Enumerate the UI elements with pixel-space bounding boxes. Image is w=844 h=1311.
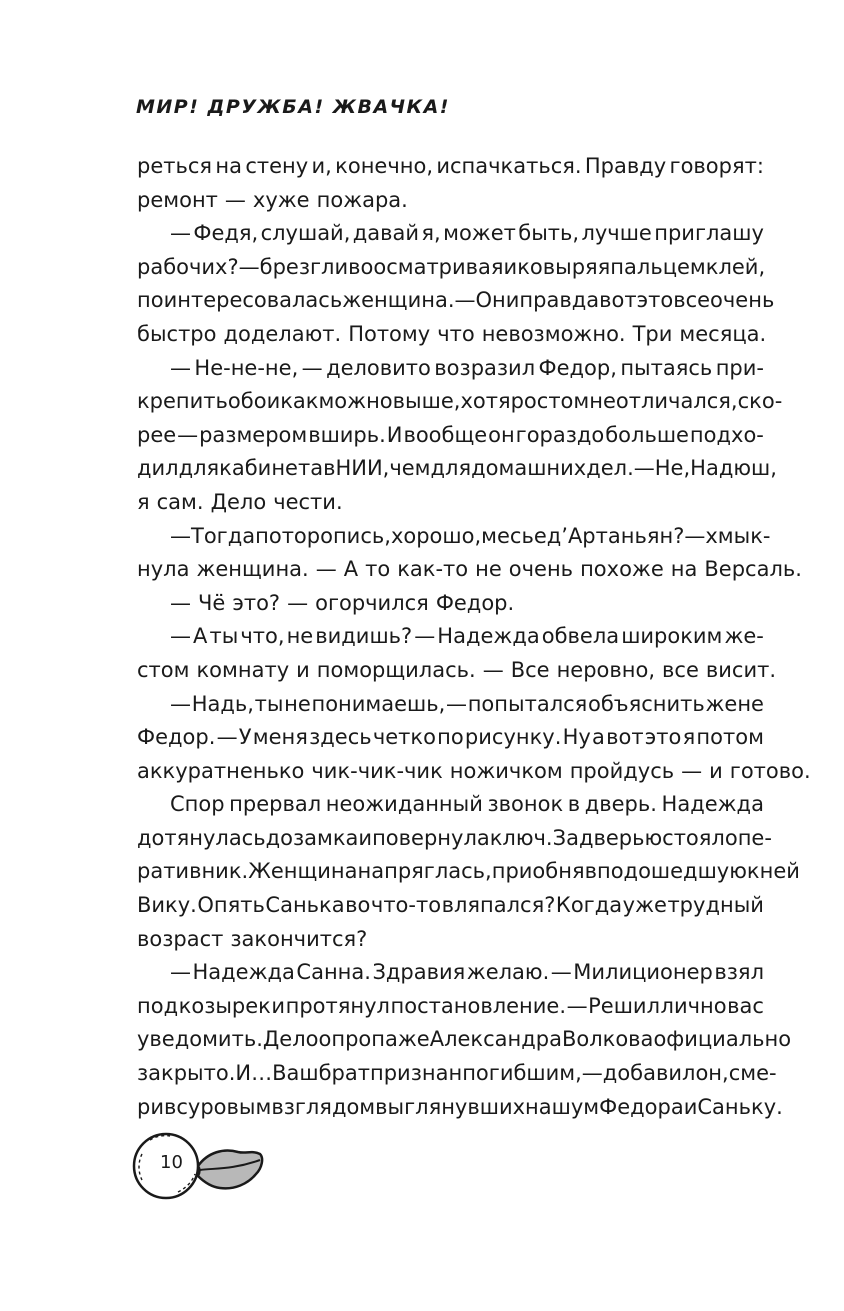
text-line: [137, 1057, 777, 1091]
word: невозможно.: [481, 321, 626, 346]
word: попытался: [467, 691, 588, 716]
word: возразил: [434, 355, 536, 380]
word: брезгливо: [259, 254, 374, 279]
page-body-text: [137, 150, 811, 1124]
word: сме-: [728, 1061, 777, 1086]
word: быть,: [518, 221, 580, 246]
word: ней: [759, 859, 800, 884]
word: вот: [599, 288, 637, 313]
word: женщина.: [342, 288, 455, 313]
word: месяца.: [679, 321, 767, 346]
word: правда: [519, 288, 600, 313]
word: готово.: [729, 758, 811, 783]
word: Волкова: [561, 1027, 654, 1052]
word: он,: [695, 1061, 729, 1086]
word: при-: [715, 355, 764, 380]
word: это?: [232, 590, 281, 615]
word: А: [193, 624, 208, 649]
word: д’Артаньян?: [546, 523, 685, 548]
word: —: [177, 422, 199, 447]
word: понимаешь,: [311, 691, 446, 716]
word: Федор.: [137, 725, 216, 750]
word: пальцем: [610, 254, 706, 279]
word: —: [170, 624, 191, 649]
word: ремонт: [137, 187, 218, 212]
word: взглядом: [271, 1094, 376, 1119]
word: потом: [696, 725, 764, 750]
word: давай: [352, 221, 420, 246]
word: закончится?: [230, 926, 368, 951]
word: на: [525, 1094, 552, 1119]
word: уведомить.: [137, 1027, 263, 1052]
word: поинтересовалась: [137, 288, 343, 313]
word: брат: [318, 1061, 370, 1086]
text-line: [137, 587, 764, 621]
word: как-то: [397, 557, 469, 582]
word: —: [301, 355, 323, 380]
word: все: [662, 657, 699, 682]
word: —: [238, 254, 260, 279]
word: Женщина: [248, 859, 358, 884]
word: шум: [551, 1094, 600, 1119]
word: объяснить: [587, 691, 705, 716]
word: Когда: [555, 893, 623, 918]
word: рив: [137, 1094, 177, 1119]
word: о: [318, 1027, 332, 1052]
word: Вику.: [137, 893, 197, 918]
word: ножичком: [449, 758, 563, 783]
word: не: [286, 624, 314, 649]
word: под: [137, 993, 179, 1018]
word: дверью: [578, 825, 663, 850]
word: погибшим,: [462, 1061, 582, 1086]
word: гораздо: [515, 422, 605, 447]
word: козырек: [178, 993, 271, 1018]
word: —: [170, 221, 191, 246]
word: доделают.: [223, 321, 342, 346]
word: протянул: [285, 993, 390, 1018]
word: не: [589, 389, 616, 414]
word: не: [475, 557, 502, 582]
word: чем: [389, 456, 431, 481]
word: домашних: [471, 456, 587, 481]
text-line: [137, 889, 764, 923]
word: А: [343, 557, 359, 582]
word: рее: [137, 422, 177, 447]
text-line: [137, 150, 764, 184]
word: пропаже: [331, 1027, 430, 1052]
word: очень: [710, 288, 775, 313]
word: трудный: [667, 893, 764, 918]
word: подхо-: [689, 422, 764, 447]
word: широким: [621, 624, 723, 649]
word: поморщилась.: [316, 657, 476, 682]
word: Версаль.: [704, 557, 802, 582]
word: —: [633, 456, 655, 481]
word: в: [567, 792, 581, 817]
word: Потому: [348, 321, 431, 346]
word: Федя,: [193, 221, 259, 246]
text-line: [137, 620, 764, 654]
word: что,: [240, 624, 285, 649]
word: Они: [475, 288, 520, 313]
word: же-: [724, 624, 764, 649]
bubble-gum-lips-icon: [128, 1128, 268, 1208]
text-line: [137, 654, 777, 688]
word: Надюш,: [690, 456, 777, 481]
word: Три: [632, 321, 673, 346]
text-line: [137, 184, 764, 218]
word: постановление.: [390, 993, 567, 1018]
word: во: [345, 893, 371, 918]
word: Федор,: [538, 355, 617, 380]
word: Александра: [429, 1027, 562, 1052]
word: напряглась,: [357, 859, 492, 884]
word: и: [709, 758, 723, 783]
word: висит.: [705, 657, 777, 682]
word: —: [216, 725, 238, 750]
word: —: [681, 758, 703, 783]
word: для: [178, 456, 220, 481]
word: хотя: [460, 389, 511, 414]
word: я: [682, 725, 696, 750]
word: вас: [727, 993, 764, 1018]
word: —: [224, 187, 246, 212]
word: —: [414, 624, 436, 649]
word: Не,: [654, 456, 691, 481]
word: Не-не-не,: [194, 355, 299, 380]
word: Санька: [265, 893, 345, 918]
word: Надежда: [192, 960, 295, 985]
word: подошедшую: [596, 859, 747, 884]
word: сам.: [156, 489, 204, 514]
word: Надежда: [437, 624, 540, 649]
word: —: [454, 288, 476, 313]
word: на: [670, 557, 698, 582]
word: как: [280, 389, 319, 414]
text-line: [137, 486, 764, 520]
word: Все: [510, 657, 550, 682]
word: крепить: [137, 389, 228, 414]
word: рисунку.: [464, 725, 562, 750]
word: обвела: [541, 624, 620, 649]
word: то: [365, 557, 391, 582]
word: к: [746, 859, 760, 884]
word: может: [443, 221, 516, 246]
word: уже: [622, 893, 667, 918]
word: обои: [227, 389, 281, 414]
text-line: [137, 520, 771, 554]
word: и,: [311, 154, 332, 178]
word: дил: [137, 456, 179, 481]
word: слушай,: [260, 221, 351, 246]
word: возраст: [137, 926, 224, 951]
text-line: [137, 755, 811, 789]
word: —: [446, 691, 468, 716]
word: поторопись,: [255, 523, 391, 548]
word: —: [170, 523, 191, 548]
word: звонок: [487, 792, 564, 817]
word: конечно,: [335, 154, 433, 178]
word: до: [265, 825, 293, 850]
word: —: [315, 557, 337, 582]
word: видишь?: [315, 624, 413, 649]
text-line: [137, 721, 764, 755]
word: приглашу: [654, 221, 764, 246]
text-line: [137, 553, 802, 587]
word: Ну: [562, 725, 591, 750]
word: все: [673, 288, 711, 313]
word: похоже: [580, 557, 664, 582]
text-line: [137, 688, 764, 722]
word: пожара.: [316, 187, 408, 212]
word: что: [437, 321, 475, 346]
word: Ваш: [272, 1061, 319, 1086]
word: реться: [137, 154, 213, 178]
word: кабинета: [219, 456, 324, 481]
text-line: [137, 923, 764, 957]
word: выглянувших: [375, 1094, 526, 1119]
word: дотянулась: [137, 825, 266, 850]
word: выше,: [392, 389, 461, 414]
word: неровно,: [556, 657, 656, 682]
word: НИИ,: [335, 456, 390, 481]
word: —: [170, 960, 191, 985]
text-line: [137, 855, 800, 889]
word: вширь.: [308, 422, 386, 447]
text-line: [137, 990, 764, 1024]
word: в: [323, 456, 336, 481]
word: вообще: [403, 422, 488, 447]
word: пытаясь: [620, 355, 713, 380]
word: Федора: [599, 1094, 684, 1119]
word: огорчился: [315, 590, 429, 615]
word: и: [296, 657, 310, 682]
word: неожиданный: [325, 792, 483, 817]
word: лучше: [581, 221, 652, 246]
word: аккуратненько: [137, 758, 305, 783]
word: И…: [235, 1061, 273, 1086]
running-header: МИР! ДРУЖБА! ЖВАЧКА!: [136, 96, 450, 118]
word: —: [684, 523, 706, 548]
word: —: [581, 1061, 603, 1086]
word: осматривая: [373, 254, 504, 279]
word: чести.: [273, 489, 343, 514]
word: Тогда: [191, 523, 256, 548]
word: Правду: [584, 154, 667, 178]
word: закрыто.: [137, 1061, 236, 1086]
word: я,: [421, 221, 441, 246]
word: —: [170, 355, 191, 380]
text-line: [137, 956, 764, 990]
word: и: [503, 254, 518, 279]
word: и: [271, 993, 286, 1018]
word: ско-: [737, 389, 783, 414]
text-line: [137, 251, 764, 285]
word: хмык-: [705, 523, 771, 548]
word: вляпался?: [441, 893, 556, 918]
word: клей,: [705, 254, 766, 279]
word: ковыряя: [517, 254, 611, 279]
word: дверь.: [584, 792, 657, 817]
text-line: [137, 419, 764, 453]
word: прервал: [229, 792, 322, 817]
page-number: 10: [160, 1152, 183, 1173]
word: добавил: [602, 1061, 696, 1086]
text-line: [137, 284, 775, 318]
word: Федор.: [435, 590, 515, 615]
word: ты: [254, 691, 284, 716]
word: жене: [705, 691, 764, 716]
word: и: [683, 1094, 698, 1119]
word: комнату: [196, 657, 290, 682]
word: Надежда: [661, 792, 764, 817]
word: стену: [245, 154, 309, 178]
word: нула: [137, 557, 190, 582]
word: а: [592, 725, 605, 750]
text-line: [137, 788, 764, 822]
word: говорят:: [669, 154, 764, 178]
word: Милиционер: [573, 960, 713, 985]
word: —: [566, 993, 588, 1018]
word: официально: [653, 1027, 792, 1052]
word: Спор: [170, 792, 225, 817]
text-line: [137, 352, 764, 386]
word: Надь,: [191, 691, 254, 716]
text-line: [137, 452, 777, 486]
word: по: [437, 725, 464, 750]
word: хорошо,: [390, 523, 482, 548]
text-line: [137, 318, 767, 352]
word: суровым: [176, 1094, 272, 1119]
word: За: [552, 825, 579, 850]
word: очень: [508, 557, 574, 582]
word: Дело: [262, 1027, 319, 1052]
word: —: [482, 657, 504, 682]
text-line: [137, 1091, 783, 1125]
word: больше: [605, 422, 689, 447]
word: замка: [292, 825, 359, 850]
word: ративник.: [137, 859, 249, 884]
word: И: [386, 422, 403, 447]
word: можно: [318, 389, 393, 414]
word: и: [358, 825, 373, 850]
word: дел.: [586, 456, 634, 481]
word: деловито: [326, 355, 431, 380]
word: чик-чик-чик: [311, 758, 443, 783]
word: Решил: [588, 993, 660, 1018]
word: Саньку.: [697, 1094, 783, 1119]
word: хуже: [252, 187, 310, 212]
word: на: [215, 154, 242, 178]
word: признан: [370, 1061, 463, 1086]
text-line: [137, 385, 783, 419]
word: желаю.: [466, 960, 550, 985]
word: взял: [714, 960, 764, 985]
word: он: [488, 422, 515, 447]
word: Опять: [197, 893, 265, 918]
text-line: [137, 822, 772, 856]
word: для: [430, 456, 472, 481]
text-line: [137, 217, 764, 251]
word: Здравия: [372, 960, 466, 985]
word: четко: [372, 725, 436, 750]
word: повернула: [372, 825, 490, 850]
word: размером: [199, 422, 308, 447]
word: вот: [606, 725, 644, 750]
word: не: [284, 691, 311, 716]
word: —: [287, 590, 309, 615]
word: это: [636, 288, 674, 313]
word: Чё: [198, 590, 226, 615]
word: отличался,: [615, 389, 738, 414]
word: ростом: [510, 389, 590, 414]
word: —: [170, 691, 191, 716]
word: что-то: [370, 893, 442, 918]
word: быстро: [137, 321, 217, 346]
word: меня: [252, 725, 308, 750]
word: ключ.: [489, 825, 553, 850]
word: рабочих?: [137, 254, 239, 279]
text-line: [137, 1023, 792, 1057]
word: я: [137, 489, 150, 514]
word: стом: [137, 657, 190, 682]
word: испачкаться.: [436, 154, 582, 178]
word: это: [644, 725, 682, 750]
word: —: [170, 590, 191, 615]
word: —: [550, 960, 572, 985]
word: Санна.: [296, 960, 371, 985]
word: Дело: [210, 489, 267, 514]
word: женщина.: [196, 557, 309, 582]
word: приобняв: [491, 859, 597, 884]
word: лично: [660, 993, 727, 1018]
word: здесь: [309, 725, 372, 750]
word: ты: [209, 624, 239, 649]
word: месье: [481, 523, 547, 548]
word: У: [238, 725, 252, 750]
word: стоял: [662, 825, 725, 850]
word: опе-: [724, 825, 772, 850]
word: пройдусь: [569, 758, 675, 783]
